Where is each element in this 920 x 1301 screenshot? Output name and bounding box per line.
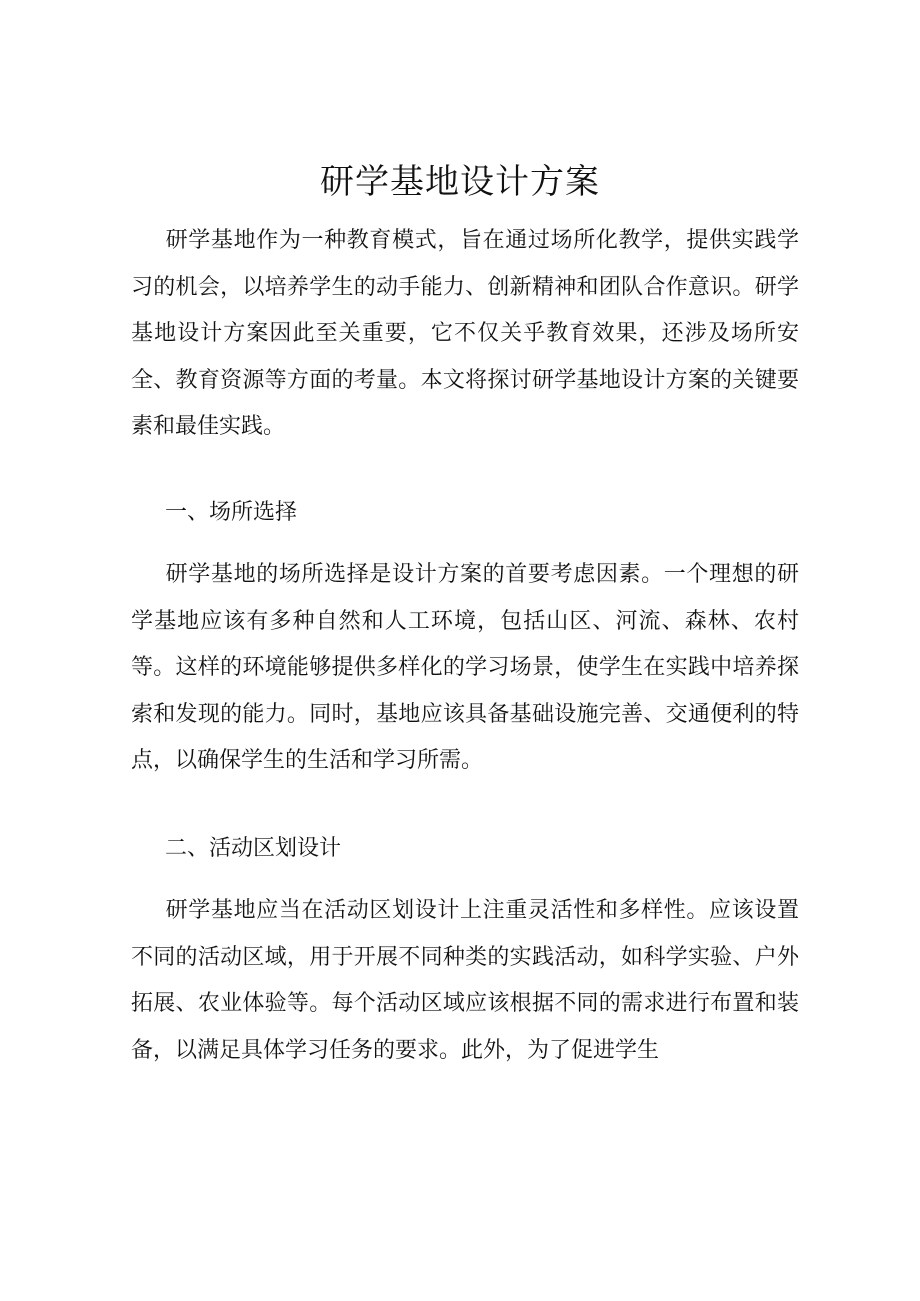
section-paragraph-site-selection bbox=[131, 552, 799, 785]
intro-text: 研学基地作为一种教育模式，旨在通过场所化教学，提供实践学习的机会，以培养学生的动手能力、创新精神和团队合作意识。研学基地设计方案因此至关重要，它不仅关乎教育效果，还涉及场所安全、教育资源等方面的考量。本文将探讨研学基地设计方案的关键要素和最佳实践。 bbox=[131, 228, 799, 439]
document-title: 研学基地设计方案 bbox=[320, 162, 600, 202]
intro-paragraph bbox=[131, 218, 799, 451]
section-paragraph-activity-zoning bbox=[131, 888, 799, 1074]
section-heading-activity-zoning: 二、活动区划设计 bbox=[165, 836, 342, 861]
section-text-activity-zoning: 研学基地应当在活动区划设计上注重灵活性和多样性。应该设置不同的活动区域，用于开展不同种类的实践活动，如科学实验、户外拓展、农业体验等。每个活动区域应该根据不同的需求进行布置和装备，以满足具体学习任务的要求。此外，为了促进学生 bbox=[131, 898, 799, 1063]
section-text-site-selection: 研学基地的场所选择是设计方案的首要考虑因素。一个理想的研学基地应该有多种自然和人工环境，包括山区、河流、森林、农村等。这样的环境能够提供多样化的学习场景，使学生在实践中培养探索和发现的能力。同时，基地应该具备基础设施完善、交通便利的特点，以确保学生的生活和学习所需。 bbox=[131, 562, 799, 773]
section-heading-site-selection: 一、场所选择 bbox=[165, 500, 298, 525]
